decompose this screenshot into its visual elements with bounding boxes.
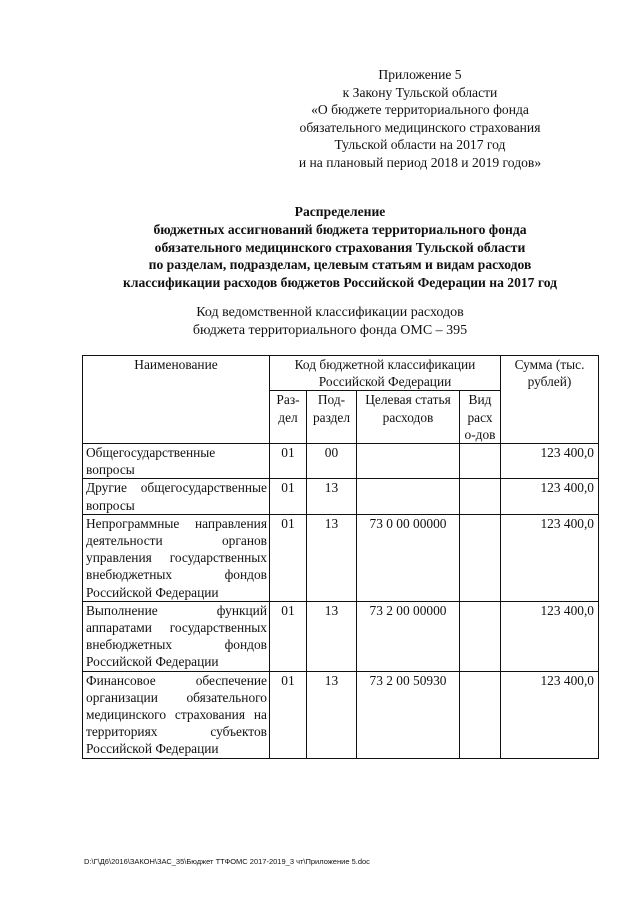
table-row (83, 514, 599, 601)
header-target: Целевая статья расходов (357, 391, 460, 444)
header-budget-code: Код бюджетной классификации Российской Федерации (270, 356, 501, 391)
title-line: бюджетных ассигнований бюджета территориального фонда (153, 221, 527, 237)
row-name: Непрограммные направления деятельности органов управления государственных внебюджетных фондов Российской Федерации (83, 514, 270, 601)
table-row (83, 601, 599, 671)
header-name: Наименование (83, 356, 270, 444)
row-vid (460, 479, 501, 514)
row-podrazdel: 13 (307, 601, 357, 671)
row-vid (460, 601, 501, 671)
title-line: по разделам, подразделам, целевым статьям и видам расходов (148, 257, 532, 273)
table-row (83, 671, 599, 758)
row-vid (460, 671, 501, 758)
appendix-header (260, 66, 580, 172)
title-line: Распределение (294, 204, 386, 219)
title-line: классификации расходов бюджетов Российской Федерации на 2017 год (122, 275, 557, 291)
file-path-footer: D:\Г\Д6\2016\ЗАКОН\ЗАС_35\Бюджет ТТФОМС 2017-2019_3 чт\Приложение 5.doc (84, 857, 370, 866)
row-razdel: 01 (270, 671, 307, 758)
header-vid: Вид расх о-дов (460, 391, 501, 444)
row-podrazdel: 00 (307, 444, 357, 479)
row-podrazdel: 13 (307, 514, 357, 601)
title-line: обязательного медицинского страхования Тульской области (154, 239, 526, 255)
header-podrazdel: Под-раздел (307, 391, 357, 444)
row-razdel: 01 (270, 444, 307, 479)
row-name: Выполнение функций аппаратами государственных внебюджетных фондов Российской Федерации (83, 601, 270, 671)
table-row (83, 479, 599, 514)
row-name: Общегосударственные вопросы (83, 444, 270, 479)
row-podrazdel: 13 (307, 479, 357, 514)
table-row (83, 444, 599, 479)
row-sum: 123 400,0 (501, 601, 599, 671)
row-vid (460, 444, 501, 479)
row-target (357, 444, 460, 479)
department-code-note (160, 304, 500, 340)
code-note-line: бюджета территориального фонда ОМС – 395 (192, 323, 468, 338)
appendix-line: Приложение 5 (378, 67, 462, 82)
row-sum: 123 400,0 (501, 479, 599, 514)
appendix-line: «О бюджете территориального фонда (311, 102, 529, 118)
code-note-line: Код ведомственной классификации расходов (196, 305, 464, 320)
row-sum: 123 400,0 (501, 444, 599, 479)
row-vid (460, 514, 501, 601)
appendix-line: обязательного медицинского страхования (299, 119, 541, 135)
row-razdel: 01 (270, 479, 307, 514)
header-razdel: Раз-дел (270, 391, 307, 444)
row-target: 73 2 00 50930 (357, 671, 460, 758)
row-razdel: 01 (270, 514, 307, 601)
row-razdel: 01 (270, 601, 307, 671)
row-name: Другие общегосударственные вопросы (83, 479, 270, 514)
appendix-line: и на плановый период 2018 и 2019 годов» (298, 154, 542, 170)
budget-table (82, 355, 599, 759)
appendix-line: к Закону Тульской области (342, 84, 498, 100)
row-sum: 123 400,0 (501, 514, 599, 601)
row-name: Финансовое обеспечение организации обязательного медицинского страхования на территориях субъектов Российской Федерации (83, 671, 270, 758)
document-title (40, 203, 640, 292)
row-target (357, 479, 460, 514)
row-target: 73 2 00 00000 (357, 601, 460, 671)
row-target: 73 0 00 00000 (357, 514, 460, 601)
row-podrazdel: 13 (307, 671, 357, 758)
header-sum: Сумма (тыс. рублей) (501, 356, 599, 444)
row-sum: 123 400,0 (501, 671, 599, 758)
appendix-line: Тульской области на 2017 год (334, 137, 506, 153)
